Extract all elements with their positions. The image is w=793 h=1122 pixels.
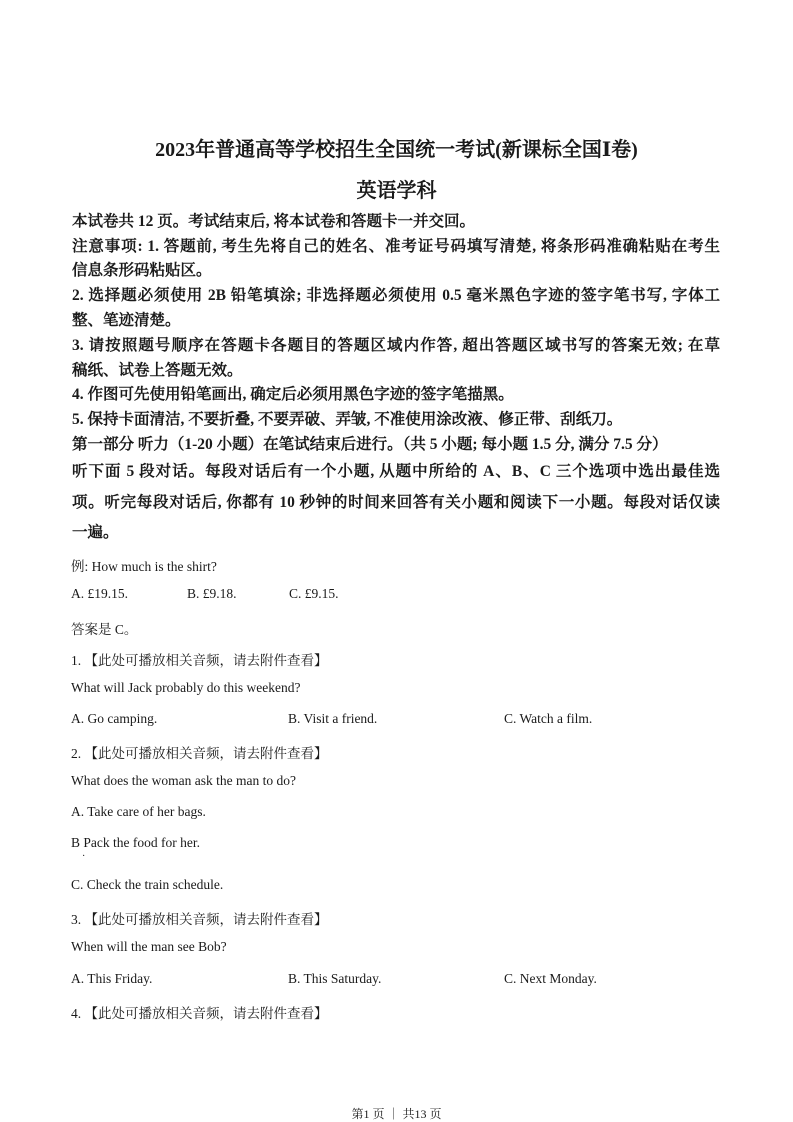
example-question: 例: How much is the shirt? bbox=[71, 559, 217, 574]
example-option-a: A. £19.15. bbox=[71, 586, 128, 601]
audio-placeholder[interactable]: 4. 【此处可播放相关音频，请去附件查看】 bbox=[71, 1006, 328, 1021]
option-b: B. This Saturday. bbox=[288, 971, 382, 986]
section-directions: 项。听完每段对话后, 你都有 10 秒钟的时间来回答有关小题和阅读下一小题。每段对话仅读 bbox=[72, 494, 720, 511]
instruction-line: 本试卷共 12 页。考试结束后, 将本试卷和答题卡一并交回。 bbox=[72, 213, 476, 230]
instruction-line: 注意事项: 1. 答题前, 考生先将自己的姓名、准考证号码填写清楚, 将条形码准确粘贴在考生 bbox=[72, 238, 720, 255]
question-text: What does the woman ask the man to do? bbox=[71, 773, 296, 788]
audio-placeholder[interactable]: 3. 【此处可播放相关音频，请去附件查看】 bbox=[71, 912, 328, 927]
option-a: A. Go camping. bbox=[71, 711, 158, 726]
audio-placeholder[interactable]: 2. 【此处可播放相关音频，请去附件查看】 bbox=[71, 746, 328, 761]
option-c: C. Watch a film. bbox=[504, 711, 593, 726]
audio-placeholder[interactable]: 1. 【此处可播放相关音频，请去附件查看】 bbox=[71, 653, 328, 668]
page-footer: 第1 页 ｜ 共13 页 bbox=[351, 1107, 442, 1121]
instruction-line: 3. 请按照题号顺序在答题卡各题目的答题区域内作答, 超出答题区域书写的答案无效; 在草 bbox=[72, 337, 720, 354]
option-c: C. Next Monday. bbox=[504, 971, 597, 986]
stray-dot: · bbox=[82, 851, 86, 862]
option-b: B. Visit a friend. bbox=[288, 711, 378, 726]
example-option-c: C. £9.15. bbox=[289, 586, 339, 601]
instruction-line: 2. 选择题必须使用 2B 铅笔填涂; 非选择题必须使用 0.5 毫米黑色字迹的签字笔书写, 字体工 bbox=[72, 287, 720, 304]
option-b: B Pack the food for her. bbox=[71, 835, 200, 850]
instruction-line: 5. 保持卡面清洁, 不要折叠, 不要弄破、弄皱, 不准使用涂改液、修正带、刮纸刀。 bbox=[72, 411, 623, 428]
section-heading: 第一部分 听力（1-20 小题）在笔试结束后进行。（共 5 小题; 每小题 1.5 分, 满分 7.5 分） bbox=[72, 436, 668, 453]
example-answer: 答案是 C。 bbox=[71, 622, 138, 637]
instruction-line: 4. 作图可先使用铅笔画出, 确定后必须用黑色字迹的签字笔描黑。 bbox=[72, 386, 514, 403]
section-directions: 听下面 5 段对话。每段对话后有一个小题, 从题中所给的 A、B、C 三个选项中选出最佳选 bbox=[72, 463, 720, 480]
section-directions: 一遍。 bbox=[72, 524, 119, 541]
example-option-b: B. £9.18. bbox=[187, 586, 237, 601]
instruction-line: 稿纸、试卷上答题无效。 bbox=[72, 362, 243, 379]
instruction-line: 整、笔迹清楚。 bbox=[72, 312, 181, 329]
exam-title: 2023年普通高等学校招生全国统一考试(新课标全国Ⅰ卷) bbox=[155, 139, 638, 161]
instruction-line: 信息条形码粘贴区。 bbox=[72, 262, 212, 279]
question-text: When will the man see Bob? bbox=[71, 939, 227, 954]
question-text: What will Jack probably do this weekend? bbox=[71, 680, 301, 695]
option-a: A. Take care of her bags. bbox=[71, 804, 206, 819]
option-a: A. This Friday. bbox=[71, 971, 153, 986]
option-c: C. Check the train schedule. bbox=[71, 877, 224, 892]
subject-title: 英语学科 bbox=[356, 180, 437, 202]
